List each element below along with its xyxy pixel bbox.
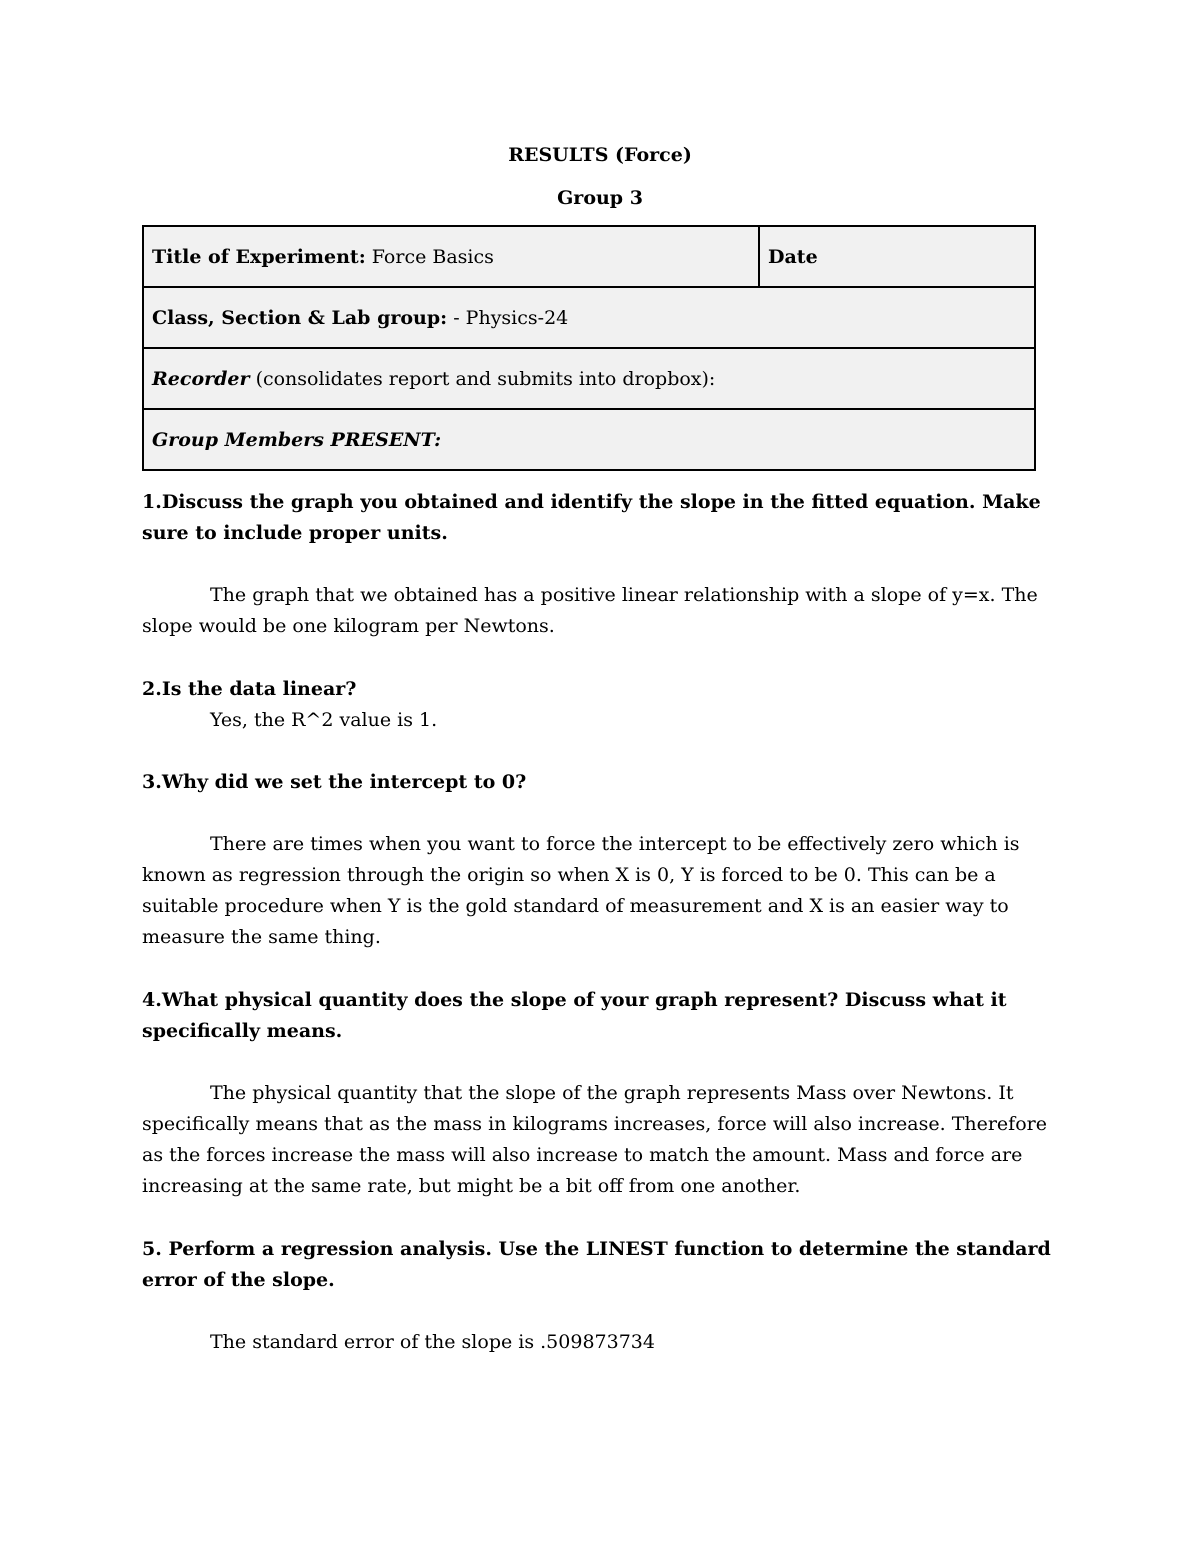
class-section-value: - Physics-24 — [453, 306, 569, 329]
question-4: 4.What physical quantity does the slope of your graph represent? Discuss what it specifically means. — [142, 989, 1007, 1042]
table-row — [143, 348, 1035, 409]
table-row — [143, 409, 1035, 470]
answer-5: The standard error of the slope is .509873734 — [210, 1331, 655, 1353]
class-section-cell — [143, 287, 1035, 348]
group-members-label: Group Members PRESENT: — [152, 428, 442, 451]
answer-3: There are times when you want to force the intercept to be effectively zero which is known as regression through the origin so when X is 0, Y is forced to be 0. This can be a suitable procedure when Y is the gold standard of measurement and X is an easier way to measure the same thing. — [142, 833, 1020, 948]
answer-2: Yes, the R^2 value is 1. — [210, 709, 438, 731]
date-label: Date — [768, 245, 818, 268]
question-1: 1.Discuss the graph you obtained and identify the slope in the fitted equation. Make sure to include proper units. — [142, 491, 1041, 544]
question-2: 2.Is the data linear? — [142, 678, 357, 700]
date-cell — [759, 226, 1035, 287]
class-section-label: Class, Section & Lab group: — [152, 306, 448, 329]
experiment-title-value: Force Basics — [371, 245, 494, 268]
experiment-title-label: Title of Experiment: — [152, 245, 366, 268]
recorder-cell — [143, 348, 1035, 409]
answer-1: The graph that we obtained has a positive linear relationship with a slope of y=x. The slope would be one kilogram per Newtons. — [142, 584, 1038, 637]
question-5: 5. Perform a regression analysis. Use the LINEST function to determine the standard error of the slope. — [142, 1238, 1051, 1291]
answer-4: The physical quantity that the slope of the graph represents Mass over Newtons. It specifically means that as the mass in kilograms increases, force will also increase. Therefore as the forces increase the mass will also increase to match the amount. Mass and force are increasing at the same rate, but might be a bit off from one another. — [142, 1082, 1047, 1197]
question-3: 3.Why did we set the intercept to 0? — [142, 771, 527, 793]
experiment-title-cell — [143, 226, 759, 287]
table-row — [143, 226, 1035, 287]
experiment-info-table — [142, 225, 1036, 471]
recorder-note: (consolidates report and submits into dropbox): — [255, 367, 716, 390]
recorder-label: Recorder — [152, 367, 250, 390]
page-title: RESULTS (Force) — [508, 144, 692, 166]
group-members-cell — [143, 409, 1035, 470]
table-row — [143, 287, 1035, 348]
group-title: Group 3 — [557, 187, 643, 209]
